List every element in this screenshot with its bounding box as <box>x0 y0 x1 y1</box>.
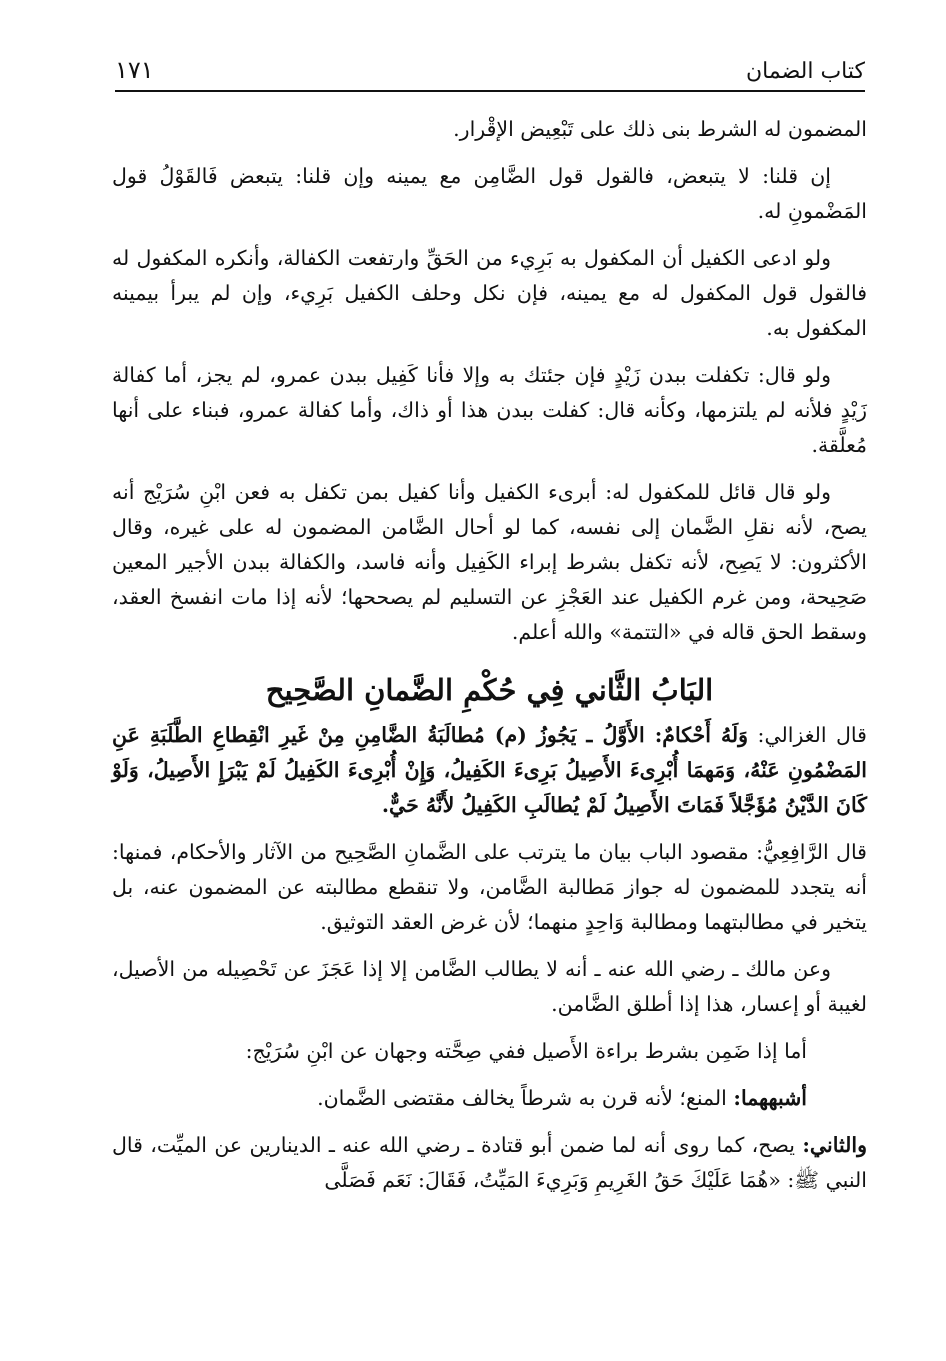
paragraph: ولو قال: تكفلت ببدن زَيْدٍ فإن جئتك به وإلا فأنا كَفِيل ببدن عمرو، لم يجز، أما كفالة زَيْدٍ فلأنه لم يلتزمها، وكأنه قال: كفلت ببدن هذا أو ذاك، وأما كفالة عمرو، فبناء على أنها مُعلَّقة. <box>112 363 867 457</box>
page-number: ١٧١ <box>115 56 154 84</box>
chapter-title: البَابُ الثَّاني فِي حُكْمِ الضَّمانِ الصَّحِيح <box>265 673 714 707</box>
view-label: أشبههما: <box>733 1086 807 1110</box>
page-header <box>115 52 865 92</box>
first-view-paragraph <box>112 1081 807 1116</box>
rafii-paragraph <box>112 835 867 940</box>
second-view-paragraph <box>112 1128 867 1198</box>
view-text: المنع؛ لأنه قرن به شرطاً يخالف مقتضى الضَّمان. <box>317 1086 727 1110</box>
speaker-label: قال الرَّافِعِيُّ: <box>756 840 867 864</box>
paragraph: إن قلنا: لا يتبعض، فالقول قول الضَّامِن مع يمينه وإن قلنا: يتبعض فَالقَوْلُ قول المَضْمونِ له. <box>112 164 867 223</box>
paragraph: ولو قال قائل للمكفول له: أبرىء الكفيل وأنا كفيل بمن تكفل به فعن ابْنِ سُرَيْج أنه يصح، لأنه نقلِ الضَّمان إلى نفسه، كما لو أحال الضَّامن المضمون له على غيره، وقال الأكثرون: لا يَصِح، لأنه تكفل بشرط إبراء الكَفِيل وأنه فاسد، والكفالة ببدن الأجير المعين صَحِيحة، ومن غرم الكفيل عند العَجْزِ عن التسليم لم يصححها؛ لأنه إذا مات انفسخ العقد، وسقط الحق قاله في «التتمة» والله أعلم. <box>112 480 867 644</box>
paragraph: وعن مالك ـ رضي الله عنه ـ أنه لا يطالب الضَّامن إلا إذا عَجَزَ عن تَحْصِيله من الأصيل، لغيبة أو إعسار، هذا إذا أطلق الضَّامن. <box>112 957 867 1016</box>
ghazali-paragraph <box>112 718 867 823</box>
view-label: والثاني: <box>802 1133 867 1157</box>
rafii-text: مقصود الباب بيان ما يترتب على الضَّمانِ الصَّحِيح من الآثار والأحكام، فمنها: أنه يتجدد للمضمون له جواز مَطالبة الضَّامن، ولا تنقطع مطالبته عن المضمون عنه، بل يتخير في مطالبتهما ومطالبة وَاحِدٍ منهما؛ لأن غرض العقد التوثيق. <box>112 840 867 934</box>
paragraph: أما إذا ضَمِن بشرط براءة الأَصيل ففي صِحَّته وجهان عن ابْنِ سُرَيْج: <box>245 1039 807 1063</box>
view-text: يصح، كما روى أنه لما ضمن أبو قتادة ـ رضي الله عنه ـ الدينارين عن الميِّت، قال النبي ﷺ: «هُمَا عَلَيْكَ حَقُ الغَرِيمِ وَبَرِيءَ المَيِّتُ، فَقَالَ: نَعَم فَصَلَّى <box>112 1133 867 1192</box>
running-title: كتاب الضمان <box>746 59 865 84</box>
speaker-label: قال الغزالي: <box>757 723 867 747</box>
page-body <box>112 112 867 1210</box>
ghazali-text: وَلَهُ أَحْكامٌ: الأَوَّلُ ـ يَجُوزُ (م) مُطالَبَةُ الضَّامِنِ مِنْ غَيرِ انْقِطاعِ الطَّلَبَةِ عَنِ المَضْمُونِ عَنْهُ، وَمَهمَا أُبْرِىءَ الأَصِيلُ بَرِىءَ الكَفِيلُ، وَإِنْ أُبْرِىءَ الكَفِيلُ لَمْ يَبْرَإِ الأَصِيلُ، وَلَوْ كَانَ الدَّيْنُ مُؤَجَّلاً فَمَاتَ الأَصِيلُ لَمْ يُطالَبِ الكَفِيلُ لأَنَّهُ حَيٌّ. <box>112 723 867 817</box>
paragraph: ولو ادعى الكفيل أن المكفول به بَرِيء من الحَقِّ وارتفعت الكفالة، وأنكره المكفول له فالقول قول المكفول له مع يمينه، فإن نكل وحلف الكفيل بَرِيء، وإن لم يبرأ بيمينه المكفول به. <box>112 246 867 340</box>
paragraph: المضمون له الشرط بنى ذلك على تَبْعِيض الإقْرار. <box>453 117 867 141</box>
